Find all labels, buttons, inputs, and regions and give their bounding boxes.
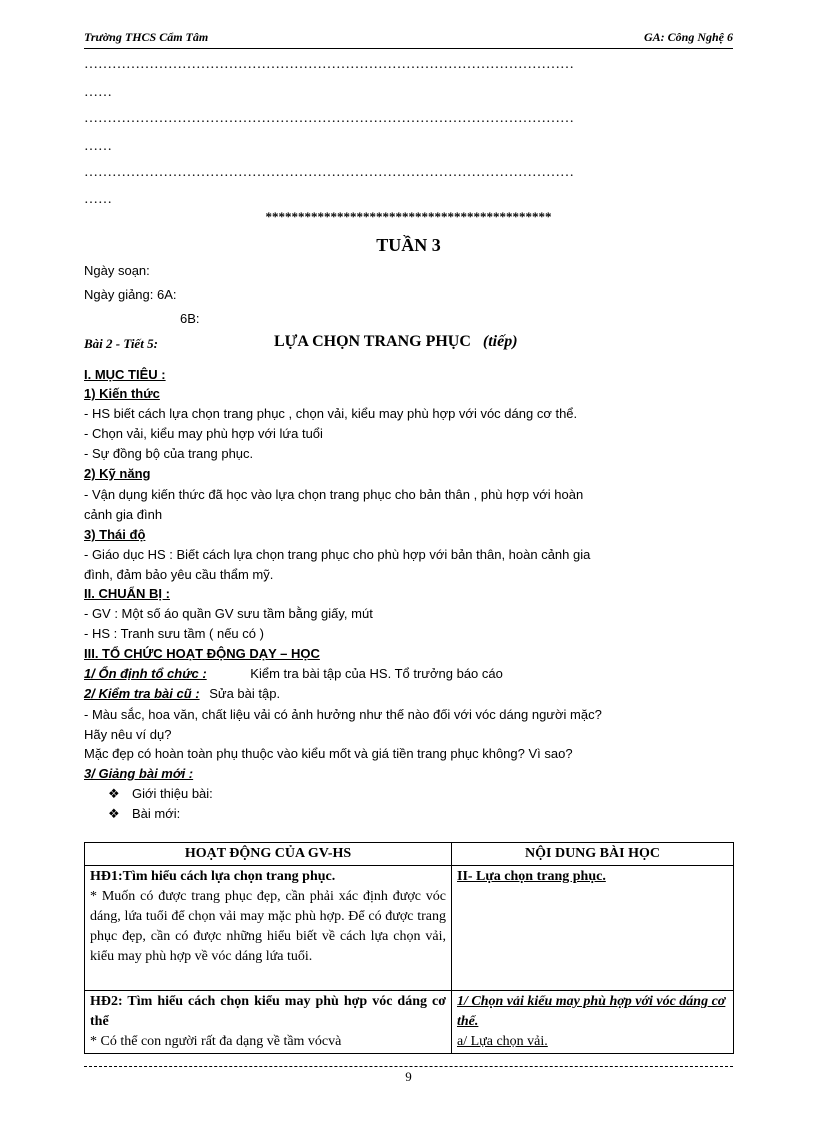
diamond-bullet-icon: ❖ [108, 786, 120, 801]
content-subsection: 1/ Chọn vải kiểu may phù hợp với vóc dáng cơ thể. [457, 994, 726, 1029]
prep-hs: - HS : Tranh sưu tầm ( nếu có ) [84, 626, 264, 641]
knowledge-3: - Sự đồng bộ của trang phục. [84, 446, 254, 461]
bullet-intro-text: Giới thiệu bài: [132, 786, 213, 801]
section-preparation: II. CHUẨN BỊ : [84, 586, 170, 601]
question-1a: - Màu sắc, hoa văn, chất liệu vải có ảnh hưởng như thế nào đối với vóc dáng người mặc? [84, 707, 602, 722]
bullet-intro [108, 785, 213, 803]
dot-line: …………………………………………………………………………………………… [84, 57, 574, 72]
attitude-title: 3) Thái độ [84, 527, 146, 542]
step-1-label: 1/ Ổn định tổ chức : [84, 666, 207, 681]
prep-date: Ngày soạn: [84, 263, 150, 278]
step-1-text: Kiểm tra bài tập của HS. Tổ trưởng báo cáo [250, 666, 503, 681]
lesson-title-text: LỰA CHỌN TRANG PHỤC [274, 333, 471, 350]
skills-1b: cảnh gia đình [84, 507, 163, 522]
school-name: Trường THCS Cẩm Tâm [84, 30, 209, 44]
lesson-cont: (tiếp) [482, 333, 518, 350]
dot-line: …………………………………………………………………………………………… [84, 111, 574, 126]
skills-title: 2) Kỹ năng [84, 466, 151, 481]
attitude-1a: - Giáo dục HS : Biết cách lựa chọn trang phục cho phù hợp với bản thân, hoàn cảnh gia [84, 547, 591, 562]
question-2: Mặc đẹp có hoàn toàn phụ thuộc vào kiểu mốt và giá tiền trang phục không? Vì sao? [84, 746, 573, 761]
lesson-title [274, 333, 518, 351]
step-3-label: 3/ Giảng bài mới : [84, 766, 194, 781]
section-objectives: I. MỤC TIÊU : [84, 367, 166, 382]
lesson-code: Bài 2 - Tiết 5: [84, 336, 158, 351]
question-1b: Hãy nêu ví dụ? [84, 727, 172, 742]
content-item-a: a/ Lựa chọn vải. [457, 1034, 548, 1049]
knowledge-1: - HS biết cách lựa chọn trang phục , chọn vải, kiểu may phù hợp với vóc dáng cơ thể. [84, 406, 578, 421]
dot-line: …… [84, 192, 112, 207]
teach-date: Ngày giảng: 6A: [84, 287, 177, 302]
page-header [84, 30, 733, 49]
section-activities: III. TỔ CHỨC HOẠT ĐỘNG DẠY – HỌC [84, 646, 320, 661]
step-2 [84, 685, 280, 703]
table-header-row [85, 843, 734, 866]
content-cell-1 [452, 866, 734, 991]
footer-divider [84, 1066, 733, 1067]
knowledge-title: 1) Kiến thức [84, 386, 160, 401]
hd2-text: * Có thể con người rất đa dạng về tầm vócvà [90, 1034, 342, 1049]
star-divider: ******************************************** [265, 209, 552, 224]
content-section-title: II- Lựa chọn trang phục. [457, 869, 606, 884]
attitude-1b: đình, đảm bảo yêu cầu thẩm mỹ. [84, 567, 274, 582]
teach-date-6b: 6B: [180, 311, 200, 326]
prep-gv: - GV : Một số áo quần GV sưu tầm bằng giấy, mút [84, 606, 373, 621]
dot-line: …… [84, 85, 112, 100]
page-number: 9 [405, 1069, 412, 1084]
skills-1a: - Vận dụng kiến thức đã học vào lựa chọn trang phục cho bản thân , phù hợp với hoàn [84, 487, 584, 502]
step-1 [84, 665, 503, 683]
col-content-header: NỘI DUNG BÀI HỌC [452, 843, 734, 866]
hd1-cell [85, 866, 452, 991]
content-cell-2 [452, 991, 734, 1054]
hd2-cell [85, 991, 452, 1054]
diamond-bullet-icon: ❖ [108, 806, 120, 821]
table-row [85, 866, 734, 991]
lesson-table [84, 842, 734, 1054]
dot-line: …………………………………………………………………………………………… [84, 165, 574, 180]
step-2-label: 2/ Kiểm tra bài cũ : [84, 686, 200, 701]
table-row [85, 991, 734, 1054]
dot-line: …… [84, 139, 112, 154]
knowledge-2: - Chọn vải, kiểu may phù hợp với lứa tuổi [84, 426, 323, 441]
bullet-new [108, 805, 180, 823]
subject-name: GA: Công Nghệ 6 [643, 30, 733, 44]
hd1-title: HĐ1:Tìm hiểu cách lựa chọn trang phục. [90, 869, 336, 884]
week-title: TUẦN 3 [376, 235, 441, 255]
bullet-new-text: Bài mới: [132, 806, 181, 821]
step-2-text: Sửa bài tập. [209, 686, 281, 701]
hd2-title: HĐ2: Tìm hiểu cách chọn kiểu may phù hợp vóc dáng cơ thể [90, 994, 446, 1029]
hd1-text: * Muốn có được trang phục đẹp, cần phải xác định được vóc dáng, lứa tuổi để chọn vải may mặc phù hợp. Để có được trang phục đẹp, cần có được những hiểu biết về cách lựa chọn vải, kiểu may phù hợp về vóc dáng lứa tuổi. [90, 889, 446, 964]
col-activities-header: HOẠT ĐỘNG CỦA GV-HS [85, 843, 452, 866]
